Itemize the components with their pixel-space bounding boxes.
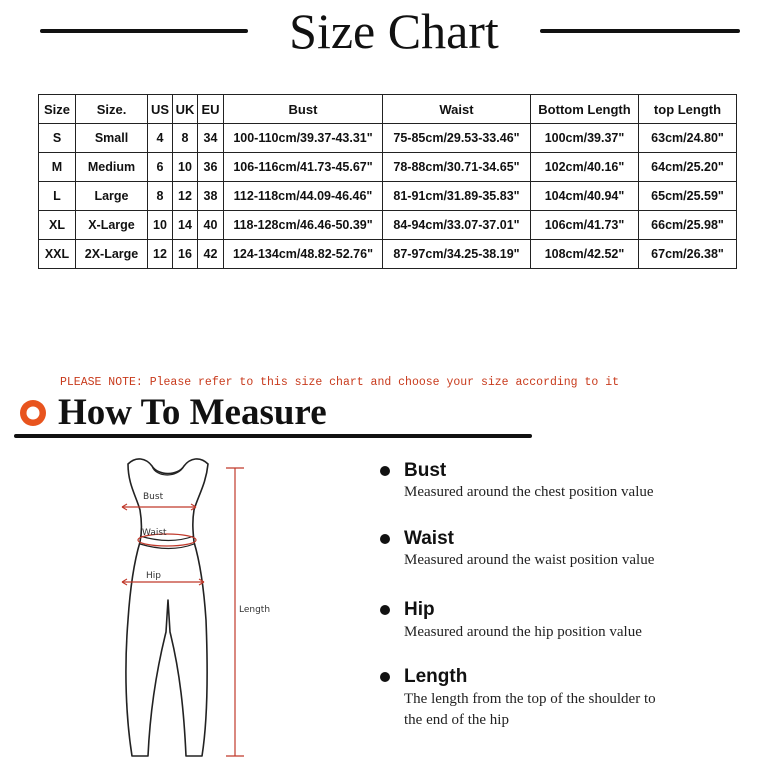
figure-label-hip: Hip	[146, 571, 161, 581]
table-cell: 8	[173, 124, 198, 153]
size-note: PLEASE NOTE: Please refer to this size chart and choose your size according to it	[60, 376, 619, 389]
table-cell: 40	[198, 211, 224, 240]
table-header-cell: UK	[173, 95, 198, 124]
page-title: Size Chart	[289, 3, 499, 59]
table-cell: 106-116cm/41.73-45.67"	[224, 153, 383, 182]
table-cell: 108cm/42.52"	[531, 240, 639, 269]
measure-name: Length	[404, 666, 468, 687]
table-cell: 104cm/40.94"	[531, 182, 639, 211]
table-cell: 67cm/26.38"	[639, 240, 737, 269]
table-cell: 81-91cm/31.89-35.83"	[383, 182, 531, 211]
table-row	[39, 124, 737, 153]
table-cell: 118-128cm/46.46-50.39"	[224, 211, 383, 240]
figure-label-waist: Waist	[142, 528, 167, 538]
table-cell: 100-110cm/39.37-43.31"	[224, 124, 383, 153]
table-cell: 2X-Large	[76, 240, 148, 269]
title-row	[0, 0, 768, 62]
table-header-cell: Bust	[224, 95, 383, 124]
table-cell: XXL	[39, 240, 76, 269]
how-to-measure-rule	[14, 434, 532, 438]
table-header-cell: Waist	[383, 95, 531, 124]
table-header-row	[39, 95, 737, 124]
target-icon	[18, 398, 48, 428]
table-cell: M	[39, 153, 76, 182]
measure-desc: The length from the top of the shoulder to	[404, 691, 656, 707]
figure-label-bust: Bust	[143, 492, 164, 502]
table-cell: 4	[148, 124, 173, 153]
bullet-icon	[380, 466, 390, 476]
table-cell: 10	[173, 153, 198, 182]
table-cell: 84-94cm/33.07-37.01"	[383, 211, 531, 240]
table-cell: 63cm/24.80"	[639, 124, 737, 153]
table-cell: 75-85cm/29.53-33.46"	[383, 124, 531, 153]
bullet-icon	[380, 534, 390, 544]
table-cell: 87-97cm/34.25-38.19"	[383, 240, 531, 269]
measure-name: Waist	[404, 528, 454, 549]
table-cell: 66cm/25.98"	[639, 211, 737, 240]
table-header-cell: Bottom Length	[531, 95, 639, 124]
table-cell: 8	[148, 182, 173, 211]
bullet-icon	[380, 605, 390, 615]
table-cell: 112-118cm/44.09-46.46"	[224, 182, 383, 211]
table-cell: 78-88cm/30.71-34.65"	[383, 153, 531, 182]
table-cell: 102cm/40.16"	[531, 153, 639, 182]
table-cell: L	[39, 182, 76, 211]
table-cell: 6	[148, 153, 173, 182]
bullet-icon	[380, 672, 390, 682]
measure-desc: Measured around the hip position value	[404, 624, 642, 640]
table-cell: Medium	[76, 153, 148, 182]
table-row	[39, 153, 737, 182]
table-cell: X-Large	[76, 211, 148, 240]
table-cell: 42	[198, 240, 224, 269]
measure-desc: Measured around the chest position value	[404, 484, 654, 500]
table-header-cell: EU	[198, 95, 224, 124]
table-header-cell: Size.	[76, 95, 148, 124]
size-chart-table	[38, 94, 737, 269]
table-cell: 34	[198, 124, 224, 153]
table-cell: Small	[76, 124, 148, 153]
table-cell: 100cm/39.37"	[531, 124, 639, 153]
measure-name: Hip	[404, 599, 435, 620]
body-measure-figure	[90, 450, 290, 768]
measure-desc: the end of the hip	[404, 712, 509, 728]
table-cell: XL	[39, 211, 76, 240]
table-cell: 12	[148, 240, 173, 269]
table-cell: 16	[173, 240, 198, 269]
table-cell: 12	[173, 182, 198, 211]
table-cell: 36	[198, 153, 224, 182]
measure-name: Bust	[404, 460, 447, 481]
table-cell: 106cm/41.73"	[531, 211, 639, 240]
table-row	[39, 211, 737, 240]
table-cell: 65cm/25.59"	[639, 182, 737, 211]
table-cell: 64cm/25.20"	[639, 153, 737, 182]
table-cell: Large	[76, 182, 148, 211]
table-cell: 124-134cm/48.82-52.76"	[224, 240, 383, 269]
measure-desc: Measured around the waist position value	[404, 552, 655, 568]
table-row	[39, 182, 737, 211]
how-to-measure-title: How To Measure	[58, 392, 327, 433]
title-rule-right	[540, 29, 740, 33]
table-header-cell: top Length	[639, 95, 737, 124]
title-rule-left	[40, 29, 248, 33]
table-cell: 14	[173, 211, 198, 240]
table-cell: 38	[198, 182, 224, 211]
table-row	[39, 240, 737, 269]
table-header-cell: Size	[39, 95, 76, 124]
table-header-cell: US	[148, 95, 173, 124]
figure-label-length: Length	[239, 605, 271, 615]
table-cell: S	[39, 124, 76, 153]
table-cell: 10	[148, 211, 173, 240]
